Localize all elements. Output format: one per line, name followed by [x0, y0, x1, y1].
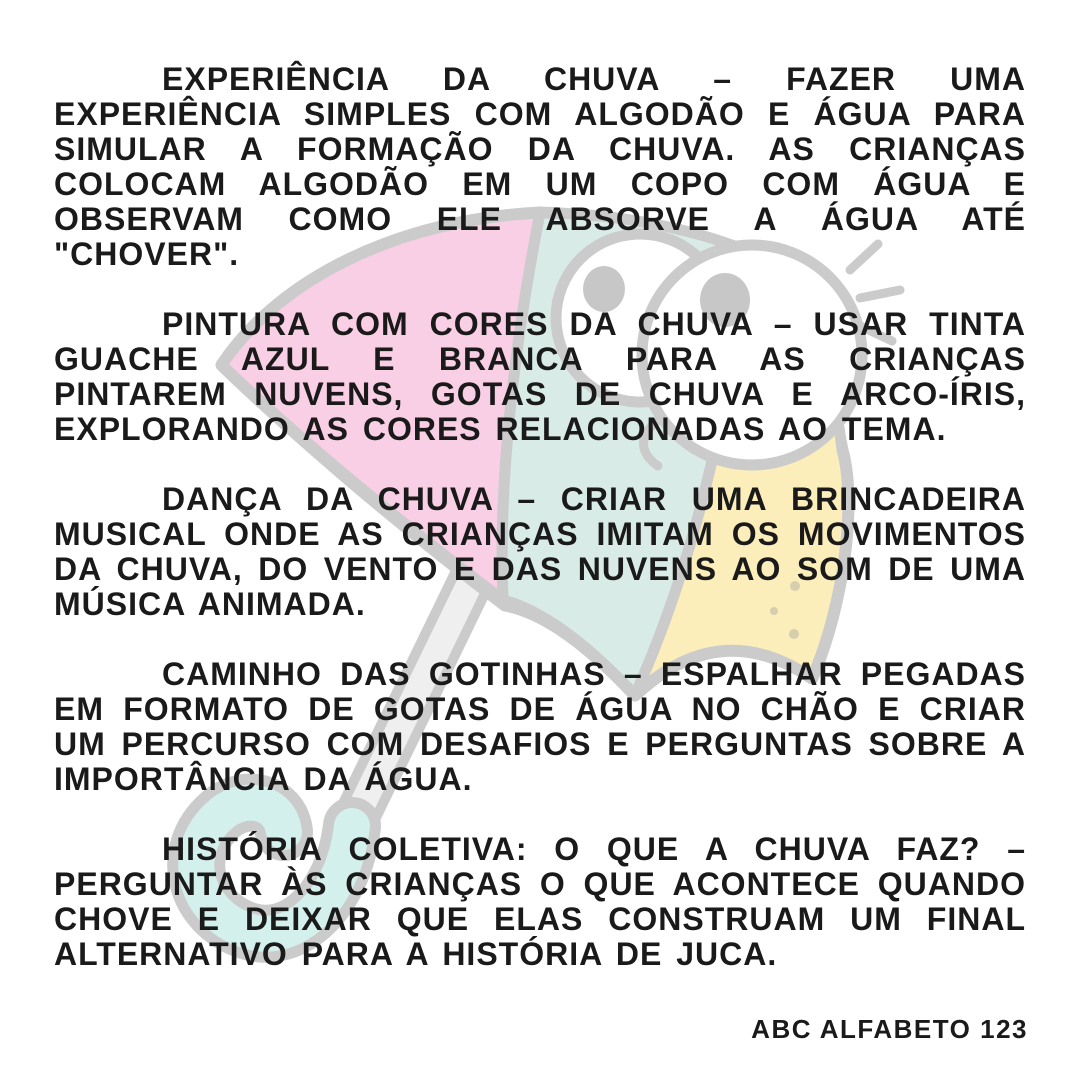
paragraph-caminho-das-gotinhas: CAMINHO DAS GOTINHAS – ESPALHAR PEGADAS EM FORMATO DE GOTAS DE ÁGUA NO CHÃO E CRIAR UM PERCURSO COM DESAFIOS E PERGUNTAS SOBRE A IMPORTÂNCIA DA ÁGUA.: [54, 656, 1026, 797]
paragraph-danca-da-chuva: DANÇA DA CHUVA – CRIAR UMA BRINCADEIRA MUSICAL ONDE AS CRIANÇAS IMITAM OS MOVIMENTOS DA CHUVA, DO VENTO E DAS NUVENS AO SOM DE UMA MÚSICA ANIMADA.: [54, 481, 1026, 622]
paragraph-historia-coletiva: HISTÓRIA COLETIVA: O QUE A CHUVA FAZ? – PERGUNTAR ÀS CRIANÇAS O QUE ACONTECE QUANDO CHOVE E DEIXAR QUE ELAS CONSTRUAM UM FINAL ALTERNATIVO PARA A HISTÓRIA DE JUCA.: [54, 831, 1026, 972]
paragraph-experiencia-da-chuva: EXPERIÊNCIA DA CHUVA – FAZER UMA EXPERIÊNCIA SIMPLES COM ALGODÃO E ÁGUA PARA SIMULAR A FORMAÇÃO DA CHUVA. AS CRIANÇAS COLOCAM ALGODÃO EM UM COPO COM ÁGUA E OBSERVAM COMO ELE ABSORVE A ÁGUA ATÉ "CHOVER".: [54, 61, 1026, 272]
credit-text: ABC ALFABETO 123: [751, 1014, 1028, 1044]
activity-list: [54, 62, 1026, 1007]
paragraph-pintura-com-cores: PINTURA COM CORES DA CHUVA – USAR TINTA GUACHE AZUL E BRANCA PARA AS CRIANÇAS PINTAREM NUVENS, GOTAS DE CHUVA E ARCO-ÍRIS, EXPLORANDO AS CORES RELACIONADAS AO TEMA.: [54, 306, 1026, 447]
